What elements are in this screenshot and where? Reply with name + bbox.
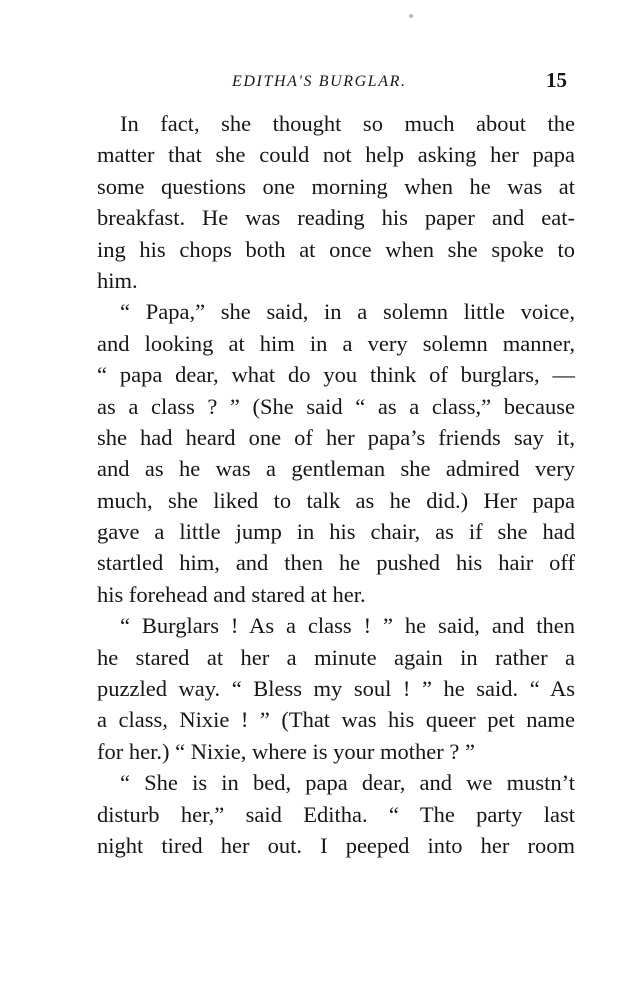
paper-speck bbox=[409, 14, 413, 18]
text-line: “ papa dear, what do you think of burglars, — bbox=[97, 362, 575, 388]
text-line: as a class ? ” (She said “ as a class,” because bbox=[97, 393, 575, 419]
text-line: startled him, and then he pushed his hair off bbox=[97, 550, 575, 576]
text-line: for her.) “ Nixie, where is your mother ? ” bbox=[97, 738, 475, 764]
body-text bbox=[97, 108, 575, 861]
running-header bbox=[0, 70, 643, 94]
text-line: puzzled way. “ Bless my soul ! ” he said. “ As bbox=[97, 676, 575, 702]
text-line: and looking at him in a very solemn manner, bbox=[97, 330, 575, 356]
text-line: “ Burglars ! As a class ! ” he said, and then bbox=[120, 613, 575, 639]
text-line: matter that she could not help asking her papa bbox=[97, 142, 575, 168]
running-title: EDITHA'S BURGLAR. bbox=[232, 73, 407, 90]
paragraph bbox=[97, 767, 575, 861]
text-line: gave a little jump in his chair, as if she had bbox=[97, 519, 575, 545]
paragraph bbox=[97, 296, 575, 610]
page-number: 15 bbox=[546, 68, 567, 92]
text-line: his forehead and stared at her. bbox=[97, 581, 366, 607]
paragraph bbox=[97, 108, 575, 296]
text-line: disturb her,” said Editha. “ The party last bbox=[97, 801, 575, 827]
paragraph bbox=[97, 610, 575, 767]
text-line: a class, Nixie ! ” (That was his queer pet name bbox=[97, 707, 575, 733]
text-line: ing his chops both at once when she spoke to bbox=[97, 236, 575, 262]
text-line: breakfast. He was reading his paper and eat- bbox=[97, 205, 575, 231]
text-line: much, she liked to talk as he did.) Her papa bbox=[97, 487, 575, 513]
text-line: “ Papa,” she said, in a solemn little voice, bbox=[120, 299, 575, 325]
text-line: she had heard one of her papa’s friends say it, bbox=[97, 424, 575, 450]
text-line: night tired her out. I peeped into her room bbox=[97, 832, 575, 858]
text-line: and as he was a gentleman she admired very bbox=[97, 456, 575, 482]
text-line: he stared at her a minute again in rather a bbox=[97, 644, 575, 670]
text-line: “ She is in bed, papa dear, and we mustn’t bbox=[120, 770, 575, 796]
text-line: him. bbox=[97, 267, 138, 293]
text-line: In fact, she thought so much about the bbox=[120, 111, 575, 136]
text-line: some questions one morning when he was at bbox=[97, 173, 575, 199]
